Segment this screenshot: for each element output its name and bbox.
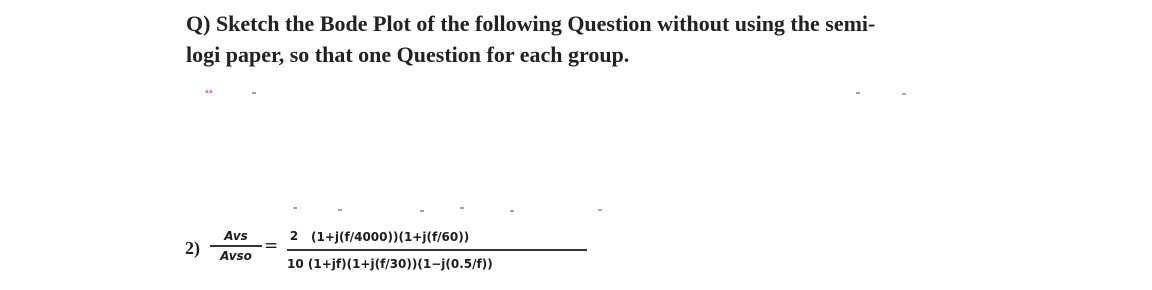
fraction-bar bbox=[210, 245, 262, 247]
question-line-1: Q) Sketch the Bode Plot of the following Question without using the semi- bbox=[186, 11, 876, 36]
scan-dot bbox=[338, 209, 342, 211]
lhs-fraction bbox=[210, 229, 262, 263]
question-line-2: logi paper, so that one Question for each group. bbox=[186, 42, 630, 67]
scan-dot bbox=[293, 207, 297, 209]
rhs-numerator: (1+j(f/4000))(1+j(f/60)) bbox=[311, 230, 470, 244]
constant-denominator: 10 bbox=[287, 257, 304, 271]
constant-numerator: 2 bbox=[289, 229, 299, 243]
lhs-denominator: Avso bbox=[220, 248, 252, 263]
lhs-numerator: Avs bbox=[224, 229, 248, 243]
scan-dot bbox=[598, 209, 602, 211]
scan-mark: ▪▪ bbox=[205, 86, 213, 98]
rhs-denominator-factors: (1+jf)(1+j(f/30))(1−j(0.5/f)) bbox=[307, 257, 493, 271]
rhs-denominator bbox=[287, 257, 493, 271]
equation-number: 2) bbox=[185, 238, 200, 258]
scan-dot bbox=[856, 92, 860, 94]
rhs-fraction-bar bbox=[287, 249, 587, 251]
equals-sign: = bbox=[264, 236, 279, 256]
scan-dot bbox=[902, 93, 906, 95]
question-text bbox=[186, 8, 1006, 70]
scan-dot bbox=[460, 207, 464, 209]
scan-dot bbox=[252, 92, 256, 94]
constant-fraction bbox=[287, 229, 301, 243]
scan-dot bbox=[420, 210, 424, 212]
scan-dot bbox=[510, 210, 514, 212]
